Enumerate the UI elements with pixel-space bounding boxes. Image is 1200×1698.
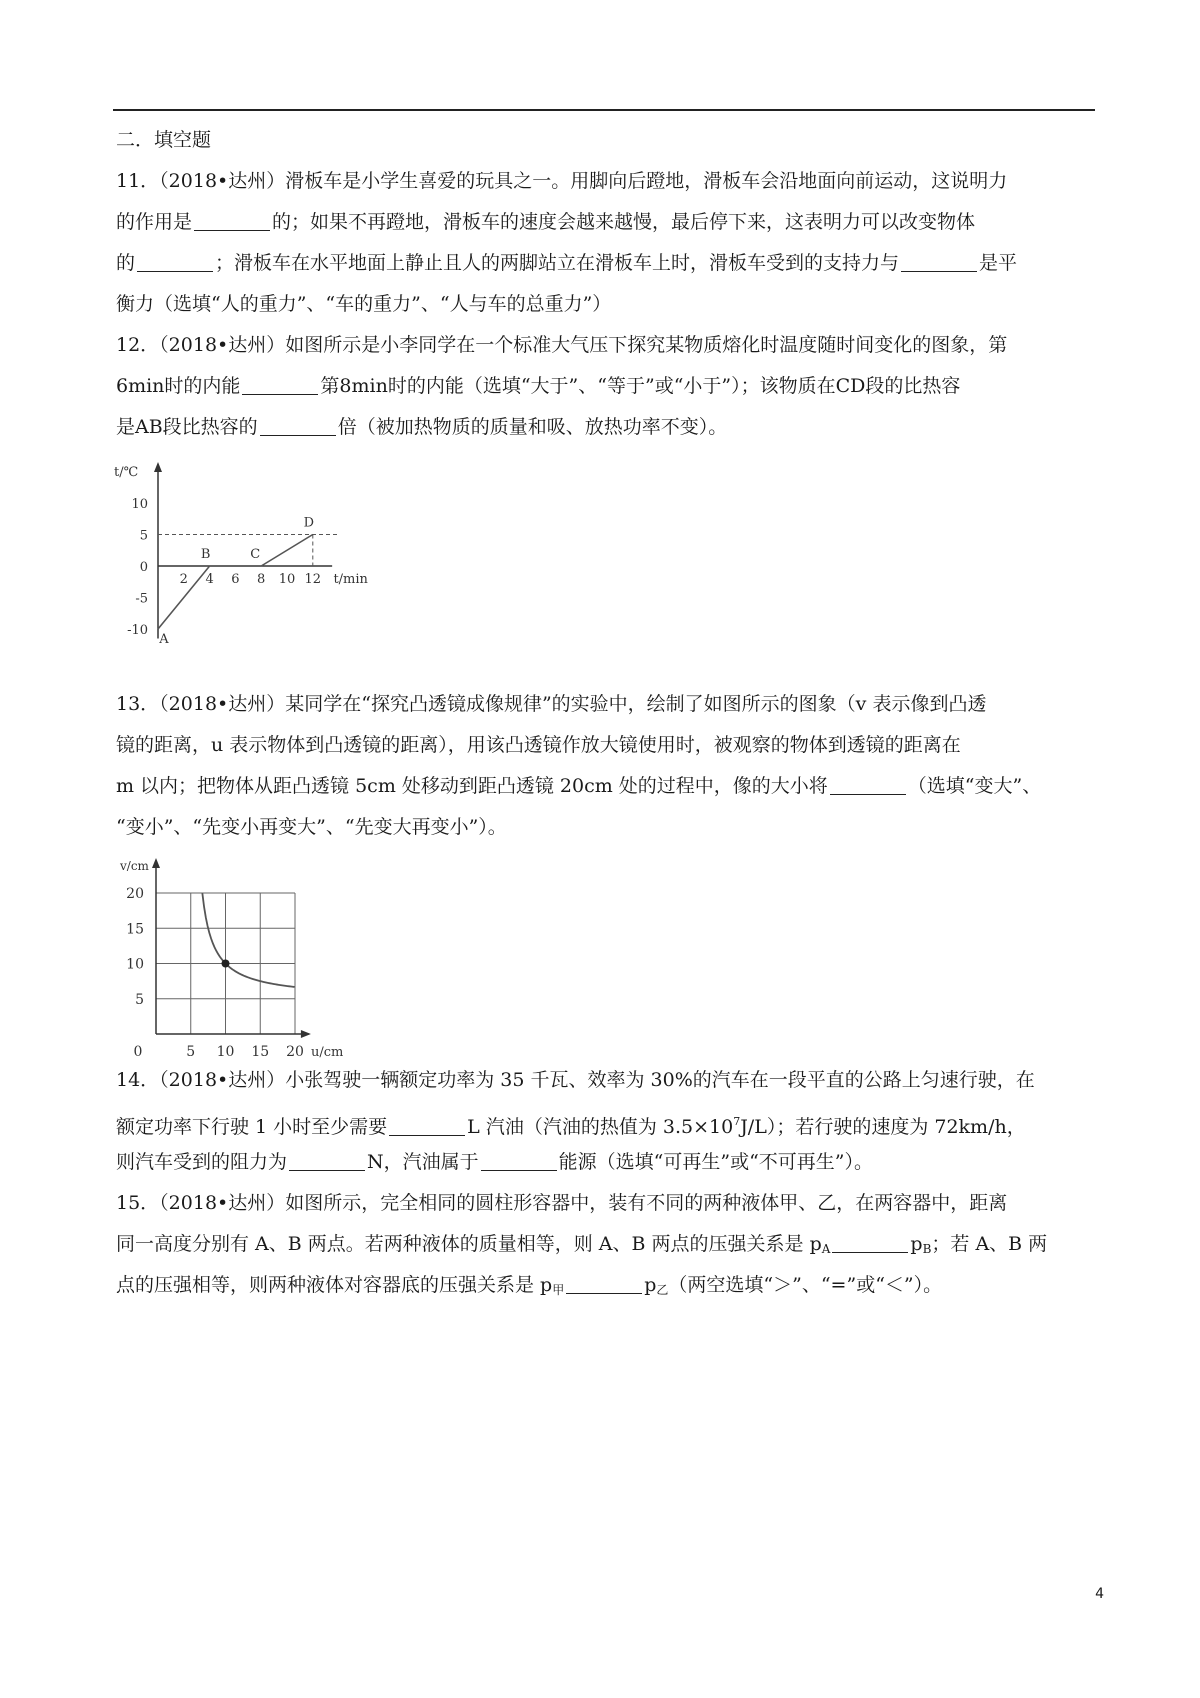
- y-tick-label: 15: [126, 921, 144, 938]
- exponent: 7: [733, 1115, 741, 1128]
- q12-line-3: [116, 407, 1098, 448]
- y-tick-label: 5: [135, 991, 144, 1008]
- figure-melting-graph: [116, 448, 1098, 684]
- y-axis-label: v/cm: [120, 859, 149, 873]
- x-tick-label: 12: [304, 572, 322, 587]
- q12-line-2: [116, 366, 1098, 407]
- melting-chart: [106, 458, 386, 688]
- y-axis-label: t/℃: [114, 465, 139, 480]
- answer-blank[interactable]: [260, 411, 336, 436]
- x-tick-label: 2: [179, 572, 188, 587]
- y-axis-arrow: [152, 858, 160, 868]
- x-tick-label: 5: [186, 1044, 196, 1060]
- q12-text: 第8min时的内能（选填“大于”、“等于”或“小于”）；该物质在CD段的比热容: [320, 375, 961, 397]
- subscript: 甲: [552, 1283, 565, 1297]
- marked-point: [222, 960, 230, 968]
- x-tick-label: 15: [251, 1044, 270, 1060]
- figure-lens-graph: [116, 848, 1098, 1060]
- q11-text: 的作用是: [116, 211, 193, 233]
- q13-line-4: “变小”、“先变小再变大”、“先变大再变小”）。: [116, 816, 507, 838]
- answer-blank[interactable]: [194, 206, 270, 231]
- x-tick-label: 20: [286, 1044, 304, 1060]
- q11-line-1: 11．（2018•达州）滑板车是小学生喜爱的玩具之一。用脚向后蹬地，滑板车会沿地面向前运动，这说明力: [116, 170, 1008, 192]
- q14-text: N，汽油属于: [367, 1151, 479, 1173]
- answer-blank[interactable]: [137, 247, 213, 272]
- subscript: B: [922, 1242, 932, 1256]
- q11-text: ；滑板车在水平地面上静止且人的两脚站立在滑板车上时，滑板车受到的支持力与: [215, 252, 900, 274]
- point-label-c: C: [250, 547, 261, 562]
- x-tick-label: 6: [231, 572, 240, 587]
- q15-text: 同一高度分别有 A、B 两点。若两种液体的质量相等，则 A、B 两点的压强关系是 p: [116, 1233, 822, 1255]
- subscript: A: [821, 1242, 831, 1256]
- q15-text: p: [910, 1233, 923, 1255]
- x-axis-label: t/min: [333, 572, 368, 587]
- point-label-b: B: [200, 547, 211, 562]
- y-tick-label: -5: [135, 591, 148, 607]
- q13-line-3: [116, 766, 1098, 807]
- answer-blank[interactable]: [389, 1111, 465, 1136]
- q15-text: （两空选填“＞”、“=”或“＜”）。: [668, 1274, 943, 1296]
- answer-blank[interactable]: [830, 770, 906, 795]
- q15-text: 点的压强相等，则两种液体对容器底的压强关系是 p: [116, 1274, 553, 1296]
- answer-blank[interactable]: [901, 247, 977, 272]
- q13-text: （选填“变大”、: [907, 775, 1042, 797]
- q11-line-4: 衡力（选填“人的重力”、“车的重力”、“人与车的总重力”）: [116, 293, 612, 315]
- subscript: 乙: [656, 1283, 669, 1297]
- x-tick-label: 10: [278, 572, 296, 587]
- y-tick-label: 20: [126, 886, 144, 902]
- q11-text: 是平: [979, 252, 1018, 274]
- question-sheet: [116, 120, 1098, 1306]
- q12-text: 是AB段比热容的: [116, 416, 258, 438]
- q14-text: 能源（选填“可再生”或“不可再生”）。: [558, 1151, 874, 1173]
- point-label-d: D: [303, 515, 315, 531]
- q11-line-3: [116, 243, 1098, 284]
- answer-blank[interactable]: [832, 1228, 908, 1253]
- q14-text: L 汽油（汽油的热值为 3.5×10: [467, 1116, 734, 1138]
- section-title: 二．填空题: [116, 129, 212, 151]
- q15-line-2: [116, 1224, 1098, 1265]
- x-axis-arrow: [301, 1030, 311, 1038]
- q11-text: 的: [116, 252, 136, 274]
- x-tick-label: 4: [205, 572, 214, 587]
- x-tick-label: 8: [257, 572, 266, 587]
- q13-text: m 以内；把物体从距凸透镜 5cm 处移动到距凸透镜 20cm 处的过程中，像的大小将: [116, 775, 828, 797]
- y-axis-arrow: [154, 462, 162, 472]
- q14-text: 则汽车受到的阻力为: [116, 1151, 288, 1173]
- header-rule: [113, 109, 1095, 111]
- y-tick-label: 5: [139, 528, 148, 544]
- y-tick-label: 0: [139, 560, 148, 575]
- q14-text: J/L）；若行驶的速度为 72km/h，: [740, 1116, 1026, 1138]
- q12-text: 倍（被加热物质的质量和吸、放热功率不变）。: [337, 416, 728, 438]
- answer-blank[interactable]: [242, 370, 318, 395]
- q12-line-1: 12．（2018•达州）如图所示是小李同学在一个标准大气压下探究某物质熔化时温度随时间变化的图象，第: [116, 334, 1008, 356]
- q11-line-2: [116, 202, 1098, 243]
- q14-line-2: [116, 1101, 1098, 1142]
- y-tick-label: -10: [127, 623, 148, 638]
- answer-blank[interactable]: [289, 1146, 365, 1171]
- q15-text: ；若 A、B 两: [931, 1233, 1048, 1255]
- q15-text: p: [644, 1274, 657, 1296]
- q14-text: 额定功率下行驶 1 小时至少需要: [116, 1116, 388, 1138]
- q15-line-3: [116, 1265, 1098, 1306]
- q13-line-2: 镜的距离，u 表示物体到凸透镜的距离），用该凸透镜作放大镜使用时，被观察的物体到透镜的距离在: [116, 734, 961, 756]
- answer-blank[interactable]: [481, 1146, 557, 1171]
- x-tick-label: 10: [216, 1044, 235, 1060]
- q15-line-1: 15．（2018•达州）如图所示，完全相同的圆柱形容器中，装有不同的两种液体甲、乙，在两容器中，距离: [116, 1192, 1008, 1214]
- q11-text: 的；如果不再蹬地，滑板车的速度会越来越慢，最后停下来，这表明力可以改变物体: [272, 211, 976, 233]
- y-tick-label: 10: [131, 497, 148, 512]
- x-tick-label: 0: [133, 1044, 143, 1060]
- q12-text: 6min时的内能: [116, 375, 241, 397]
- page-number: 4: [1095, 1586, 1104, 1602]
- y-tick-label: 10: [126, 956, 144, 973]
- q14-line-3: [116, 1142, 1098, 1183]
- q13-line-1: 13．（2018•达州）某同学在“探究凸透镜成像规律”的实验中，绘制了如图所示的图象（v 表示像到凸透: [116, 693, 987, 715]
- point-label-a: A: [159, 632, 169, 647]
- x-axis-label: u/cm: [310, 1045, 344, 1060]
- image-distance-curve: [202, 893, 294, 987]
- q14-line-1: 14．（2018•达州）小张驾驶一辆额定功率为 35 千瓦、效率为 30%的汽车在一段平直的公路上匀速行驶，在: [116, 1069, 1035, 1091]
- lens-chart: [106, 848, 386, 1063]
- answer-blank[interactable]: [566, 1269, 642, 1294]
